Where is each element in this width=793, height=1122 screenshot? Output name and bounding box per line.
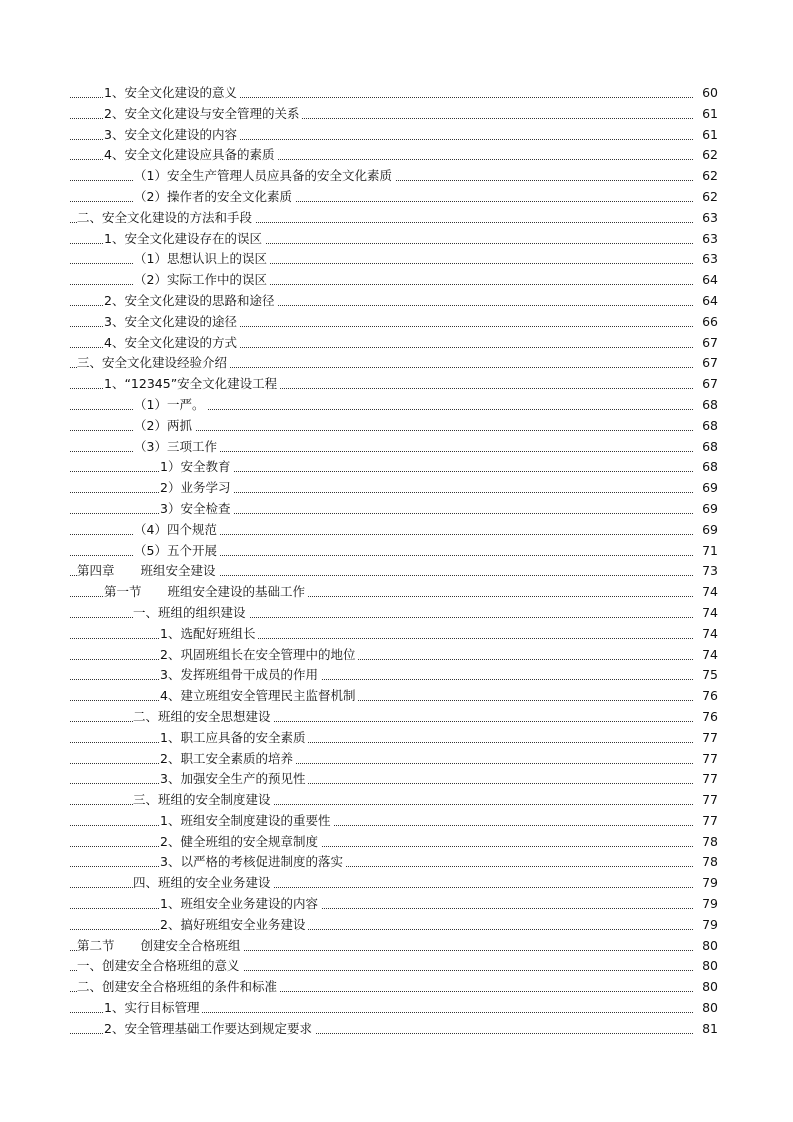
toc-entry[interactable] xyxy=(0,790,793,811)
toc-entry-title: 2）业务学习 xyxy=(160,478,233,499)
toc-entry-title: 1、班组安全业务建设的内容 xyxy=(160,894,321,915)
toc-entry[interactable] xyxy=(0,541,793,562)
toc-page-number: 64 xyxy=(694,270,718,291)
toc-page-number: 74 xyxy=(694,645,718,666)
toc-entry-title: （2）实际工作中的误区 xyxy=(134,270,270,291)
section-title: 创建安全合格班组 xyxy=(140,937,241,953)
toc-page-number: 71 xyxy=(694,541,718,562)
toc-page-number: 64 xyxy=(694,291,718,312)
toc-page-number: 60 xyxy=(694,83,718,104)
toc-entry-title: 2、安全管理基础工作要达到规定要求 xyxy=(104,1019,315,1040)
toc-entry[interactable] xyxy=(0,187,793,208)
toc-page-number: 77 xyxy=(694,790,718,811)
toc-entry[interactable] xyxy=(0,166,793,187)
toc-entry-title xyxy=(77,936,244,957)
toc-entry-title: （4）四个规范 xyxy=(134,520,220,541)
toc-entry-title: （2）两抓 xyxy=(134,416,195,437)
toc-page-number: 63 xyxy=(694,208,718,229)
toc-page-number: 79 xyxy=(694,873,718,894)
toc-page-number: 68 xyxy=(694,457,718,478)
toc-page-number: 79 xyxy=(694,915,718,936)
toc-page-number: 77 xyxy=(694,769,718,790)
toc-page-number: 80 xyxy=(694,956,718,977)
toc-entry-title: 1、实行目标管理 xyxy=(104,998,202,1019)
toc-entry[interactable] xyxy=(0,1019,793,1040)
toc-entry[interactable] xyxy=(0,270,793,291)
toc-page-number: 69 xyxy=(694,478,718,499)
toc-entry[interactable] xyxy=(0,145,793,166)
toc-entry[interactable] xyxy=(0,915,793,936)
toc-entry-title: （3）三项工作 xyxy=(134,437,220,458)
toc-page-number: 68 xyxy=(694,416,718,437)
toc-entry-title: 1、班组安全制度建设的重要性 xyxy=(160,811,333,832)
toc-entry-title: 一、班组的组织建设 xyxy=(133,603,249,624)
toc-entry-title: （2）操作者的安全文化素质 xyxy=(134,187,295,208)
toc-page-number: 73 xyxy=(694,561,718,582)
section-number: 第一节 xyxy=(104,584,142,600)
toc-entry-title: （1）一严。 xyxy=(134,395,207,416)
toc-entry-title: 1）安全教育 xyxy=(160,457,233,478)
toc-entry[interactable] xyxy=(0,416,793,437)
toc-entry-title xyxy=(77,561,219,582)
toc-entry[interactable] xyxy=(0,249,793,270)
toc-entry-title: 四、班组的安全业务建设 xyxy=(133,873,274,894)
toc-page-number: 62 xyxy=(694,145,718,166)
toc-entry-title: 3、发挥班组骨干成员的作用 xyxy=(160,665,321,686)
toc-entry-title: （1）思想认识上的误区 xyxy=(134,249,270,270)
toc-entry[interactable] xyxy=(0,83,793,104)
toc-page-number: 69 xyxy=(694,499,718,520)
toc-page-number: 78 xyxy=(694,852,718,873)
toc-entry-title: 2、搞好班组安全业务建设 xyxy=(160,915,308,936)
toc-page-number: 77 xyxy=(694,728,718,749)
toc-page-number: 67 xyxy=(694,374,718,395)
section-number: 第二节 xyxy=(77,937,115,953)
toc-page-number: 74 xyxy=(694,582,718,603)
toc-entry-title: 三、班组的安全制度建设 xyxy=(133,790,274,811)
toc-entry-title: （5）五个开展 xyxy=(134,541,220,562)
toc-page-number: 79 xyxy=(694,894,718,915)
toc-entry-title: 4、安全文化建设的方式 xyxy=(104,333,240,354)
toc-entry[interactable] xyxy=(0,977,793,998)
toc-entry[interactable] xyxy=(0,333,793,354)
toc-entry[interactable] xyxy=(0,645,793,666)
toc-page-number: 63 xyxy=(694,229,718,250)
toc-page-number: 81 xyxy=(694,1019,718,1040)
toc-page-number: 68 xyxy=(694,395,718,416)
toc-entry[interactable] xyxy=(0,624,793,645)
toc-page-number: 76 xyxy=(694,686,718,707)
toc-page-number: 62 xyxy=(694,187,718,208)
toc-entry-title: 三、安全文化建设经验介绍 xyxy=(77,353,230,374)
toc-page-number: 80 xyxy=(694,998,718,1019)
toc-entry[interactable] xyxy=(0,749,793,770)
toc-entry-title: 1、安全文化建设存在的误区 xyxy=(104,229,265,250)
toc-section-entry[interactable] xyxy=(0,582,793,603)
toc-page-number: 80 xyxy=(694,977,718,998)
toc-entry[interactable] xyxy=(0,520,793,541)
toc-entry-title: 1、“12345”安全文化建设工程 xyxy=(104,374,280,395)
toc-page-number: 67 xyxy=(694,333,718,354)
toc-entry[interactable] xyxy=(0,312,793,333)
toc-section-entry[interactable] xyxy=(0,936,793,957)
toc-page-number: 76 xyxy=(694,707,718,728)
toc-page-number: 62 xyxy=(694,166,718,187)
toc-entry[interactable] xyxy=(0,125,793,146)
toc-entry-title: 1、安全文化建设的意义 xyxy=(104,83,240,104)
toc-page-number: 69 xyxy=(694,520,718,541)
toc-entry[interactable] xyxy=(0,374,793,395)
toc-entry[interactable] xyxy=(0,208,793,229)
toc-entry[interactable] xyxy=(0,956,793,977)
toc-page-number: 80 xyxy=(694,936,718,957)
toc-entry[interactable] xyxy=(0,499,793,520)
toc-entry-title xyxy=(104,582,308,603)
toc-entry-title: 3、安全文化建设的内容 xyxy=(104,125,240,146)
toc-entry[interactable] xyxy=(0,104,793,125)
section-title: 班组安全建设的基础工作 xyxy=(167,584,306,600)
toc-entry[interactable] xyxy=(0,665,793,686)
toc-entry[interactable] xyxy=(0,395,793,416)
toc-page-number: 75 xyxy=(694,665,718,686)
toc-entry[interactable] xyxy=(0,478,793,499)
toc-page-number: 77 xyxy=(694,749,718,770)
toc-entry-title: 2、职工安全素质的培养 xyxy=(160,749,296,770)
toc-entry-title: 3、加强安全生产的预见性 xyxy=(160,769,308,790)
toc-entry[interactable] xyxy=(0,229,793,250)
toc-entry-title: 1、选配好班组长 xyxy=(160,624,258,645)
toc-entry[interactable] xyxy=(0,437,793,458)
toc-entry-title: 二、班组的安全思想建设 xyxy=(133,707,274,728)
toc-page-number: 61 xyxy=(694,104,718,125)
toc-entry[interactable] xyxy=(0,832,793,853)
toc-chapter-entry[interactable] xyxy=(0,561,793,582)
toc-entry[interactable] xyxy=(0,728,793,749)
toc-entry-title: 二、创建安全合格班组的条件和标准 xyxy=(77,977,280,998)
toc-page-number: 74 xyxy=(694,603,718,624)
toc-page-number: 61 xyxy=(694,125,718,146)
toc-entry[interactable] xyxy=(0,603,793,624)
toc-entry-title: 4、建立班组安全管理民主监督机制 xyxy=(160,686,358,707)
toc-entry[interactable] xyxy=(0,873,793,894)
toc-entry[interactable] xyxy=(0,291,793,312)
toc-entry[interactable] xyxy=(0,769,793,790)
toc-page-number: 68 xyxy=(694,437,718,458)
table-of-contents xyxy=(0,83,793,1040)
toc-entry[interactable] xyxy=(0,686,793,707)
toc-page-number: 67 xyxy=(694,353,718,374)
toc-entry[interactable] xyxy=(0,353,793,374)
toc-entry-title: 3、安全文化建设的途径 xyxy=(104,312,240,333)
toc-entry-title: 二、安全文化建设的方法和手段 xyxy=(77,208,255,229)
toc-entry-title: 2、健全班组的安全规章制度 xyxy=(160,832,321,853)
toc-entry-title: 1、职工应具备的安全素质 xyxy=(160,728,308,749)
toc-entry-title: （1）安全生产管理人员应具备的安全文化素质 xyxy=(134,166,395,187)
toc-entry-title: 2、安全文化建设的思路和途径 xyxy=(104,291,277,312)
toc-entry-title: 一、创建安全合格班组的意义 xyxy=(77,956,243,977)
toc-entry-title: 4、安全文化建设应具备的素质 xyxy=(104,145,277,166)
toc-entry[interactable] xyxy=(0,998,793,1019)
toc-entry-title: 3、以严格的考核促进制度的落实 xyxy=(160,852,346,873)
toc-entry-title: 2、安全文化建设与安全管理的关系 xyxy=(104,104,302,125)
toc-entry-title: 2、巩固班组长在安全管理中的地位 xyxy=(160,645,358,666)
toc-entry[interactable] xyxy=(0,852,793,873)
toc-page-number: 77 xyxy=(694,811,718,832)
toc-page-number: 66 xyxy=(694,312,718,333)
toc-page-number: 63 xyxy=(694,249,718,270)
toc-page-number: 74 xyxy=(694,624,718,645)
toc-entry[interactable] xyxy=(0,457,793,478)
toc-entry[interactable] xyxy=(0,811,793,832)
toc-entry-title: 3）安全检查 xyxy=(160,499,233,520)
chapter-title: 班组安全建设 xyxy=(140,563,216,579)
toc-page-number: 78 xyxy=(694,832,718,853)
chapter-number: 第四章 xyxy=(77,563,115,579)
toc-entry[interactable] xyxy=(0,894,793,915)
toc-entry[interactable] xyxy=(0,707,793,728)
